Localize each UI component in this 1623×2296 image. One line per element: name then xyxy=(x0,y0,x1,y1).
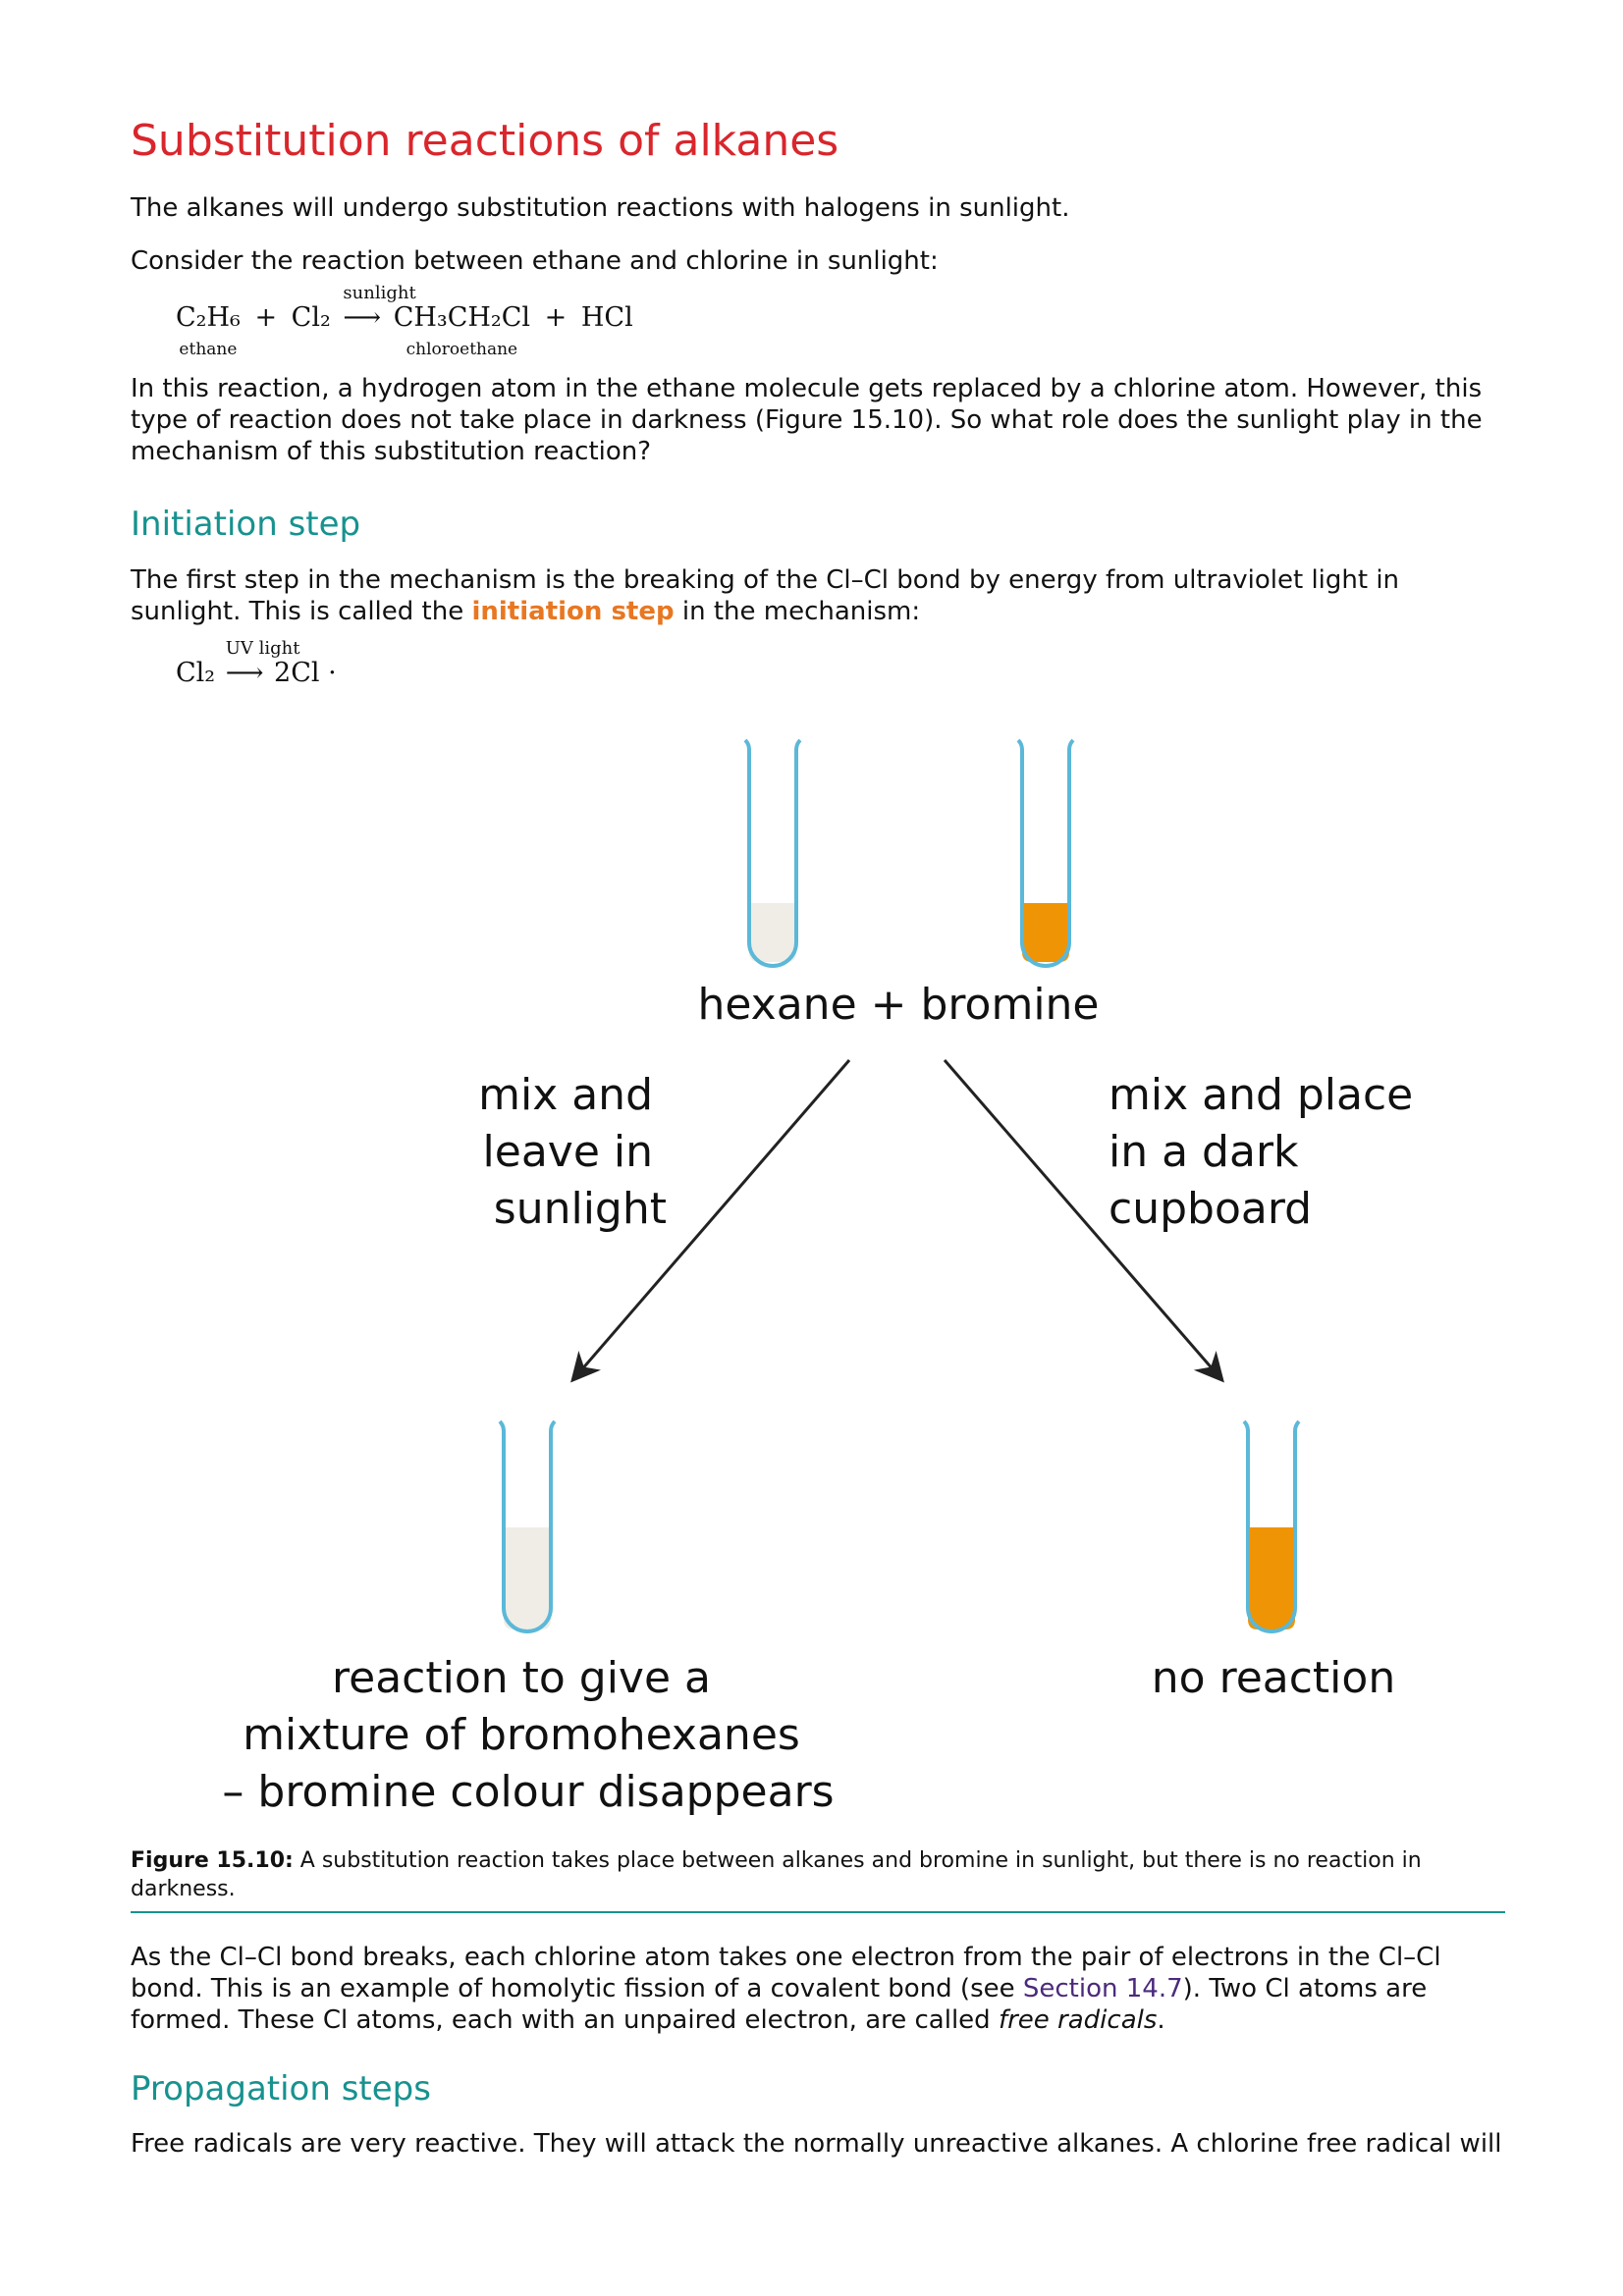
caption-label: Figure 15.10: xyxy=(131,1848,294,1873)
paragraph-initiation xyxy=(131,564,1505,627)
paragraph-initiation-text-1: The first step in the mechanism is the breaking of the Cl–Cl bond by energy from ultraviolet light in sunlight. This is called the xyxy=(131,565,1400,626)
paragraph-initiation-text-2: in the mechanism: xyxy=(674,597,921,626)
formula-c2h6: C₂H₆ xyxy=(176,302,241,333)
paragraph-reaction: In this reaction, a hydrogen atom in the ethane molecule gets replaced by a chlorine atom. However, this type of reaction does not take place in darkness (Figure 15.10). So what role does the sunlight play in the mechanism of this substitution reaction? xyxy=(131,374,1483,466)
caption-text: A substitution reaction takes place between alkanes and bromine in sunlight, but there is no reaction in darkness. xyxy=(131,1848,1422,1901)
test-tube-hexane xyxy=(745,740,800,966)
link-section-14-7[interactable]: Section 14.7 xyxy=(1022,1974,1183,2003)
label-sunlight-line-2: leave in xyxy=(482,1127,653,1177)
formula-cl2-reactant: Cl₂ xyxy=(176,658,216,688)
label-sunlight-result xyxy=(222,1653,834,1817)
formula-2cl-radical: 2Cl · xyxy=(274,658,337,688)
label-chloroethane: chloroethane xyxy=(406,340,518,359)
label-dark-condition xyxy=(1109,1070,1427,1234)
label-sunlight-line-1: mix and xyxy=(478,1070,653,1120)
test-tube-result-sunlight xyxy=(500,1421,555,1631)
arrow-icon: ⟶ xyxy=(343,302,382,333)
page-title: Substitution reactions of alkanes xyxy=(131,116,839,166)
paragraph-homolytic-text-3: . xyxy=(1157,2005,1165,2035)
paragraph-homolytic-text-2: ). Two Cl atoms are formed. These Cl atoms, each with an unpaired electron, are called xyxy=(131,1974,1428,2035)
heading-initiation-step: Initiation step xyxy=(131,505,361,544)
intro-paragraph-1: The alkanes will undergo substitution reactions with halogens in sunlight. xyxy=(131,193,1070,223)
reaction-arrow-sunlight xyxy=(343,283,416,333)
test-tube-bromine xyxy=(1018,740,1073,966)
equation-ethane-chlorine xyxy=(176,283,633,359)
paragraph-homolytic-text-1: As the Cl–Cl bond breaks, each chlorine atom takes one electron from the pair of electrons in the Cl–Cl bond. This is an example of homolytic fission of a covalent bond (see xyxy=(131,1943,1441,2003)
equation-cl2-homolysis xyxy=(176,638,337,688)
formula-hcl: HCl xyxy=(580,302,633,333)
label-no-reaction: no reaction xyxy=(1151,1653,1396,1703)
label-result-line-1: reaction to give a xyxy=(332,1653,711,1703)
arrow-icon-2: ⟶ xyxy=(225,658,264,688)
condition-sunlight: sunlight xyxy=(343,283,416,303)
test-tube-result-dark xyxy=(1244,1421,1299,1631)
formula-ch3ch2cl: CH₃CH₂Cl xyxy=(393,302,531,333)
plus-sign-2: + xyxy=(544,302,568,333)
reactant-ethane xyxy=(176,302,241,359)
label-result-line-3: – bromine colour disappears xyxy=(222,1767,835,1817)
heading-propagation-steps: Propagation steps xyxy=(131,2069,431,2109)
reaction-arrow-uv xyxy=(225,638,300,688)
term-free-radicals: free radicals xyxy=(998,2005,1158,2035)
label-result-line-2: mixture of bromohexanes xyxy=(243,1710,800,1760)
label-hexane-bromine: hexane + bromine xyxy=(697,980,1100,1030)
formula-cl2: Cl₂ xyxy=(291,302,331,333)
label-dark-line-1: mix and place xyxy=(1109,1070,1414,1120)
intro-paragraph-2: Consider the reaction between ethane and chlorine in sunlight: xyxy=(131,246,939,276)
label-sunlight-condition xyxy=(478,1070,667,1234)
label-ethane: ethane xyxy=(179,340,238,359)
label-dark-line-3: cupboard xyxy=(1109,1184,1313,1234)
paragraph-homolytic-fission xyxy=(131,1942,1505,2036)
label-dark-line-2: in a dark xyxy=(1109,1127,1299,1177)
label-sunlight-line-3: sunlight xyxy=(493,1184,667,1234)
paragraph-propagation: Free radicals are very reactive. They will attack the normally unreactive alkanes. A chlorine free radical will xyxy=(131,2129,1502,2159)
condition-uv-light: UV light xyxy=(225,638,300,659)
key-term-initiation-step: initiation step xyxy=(471,597,675,626)
plus-sign: + xyxy=(254,302,278,333)
product-chloroethane xyxy=(393,302,531,359)
figure-15-10-diagram xyxy=(131,726,1505,1845)
caption-divider xyxy=(131,1911,1505,1913)
figure-caption xyxy=(131,1846,1505,1903)
